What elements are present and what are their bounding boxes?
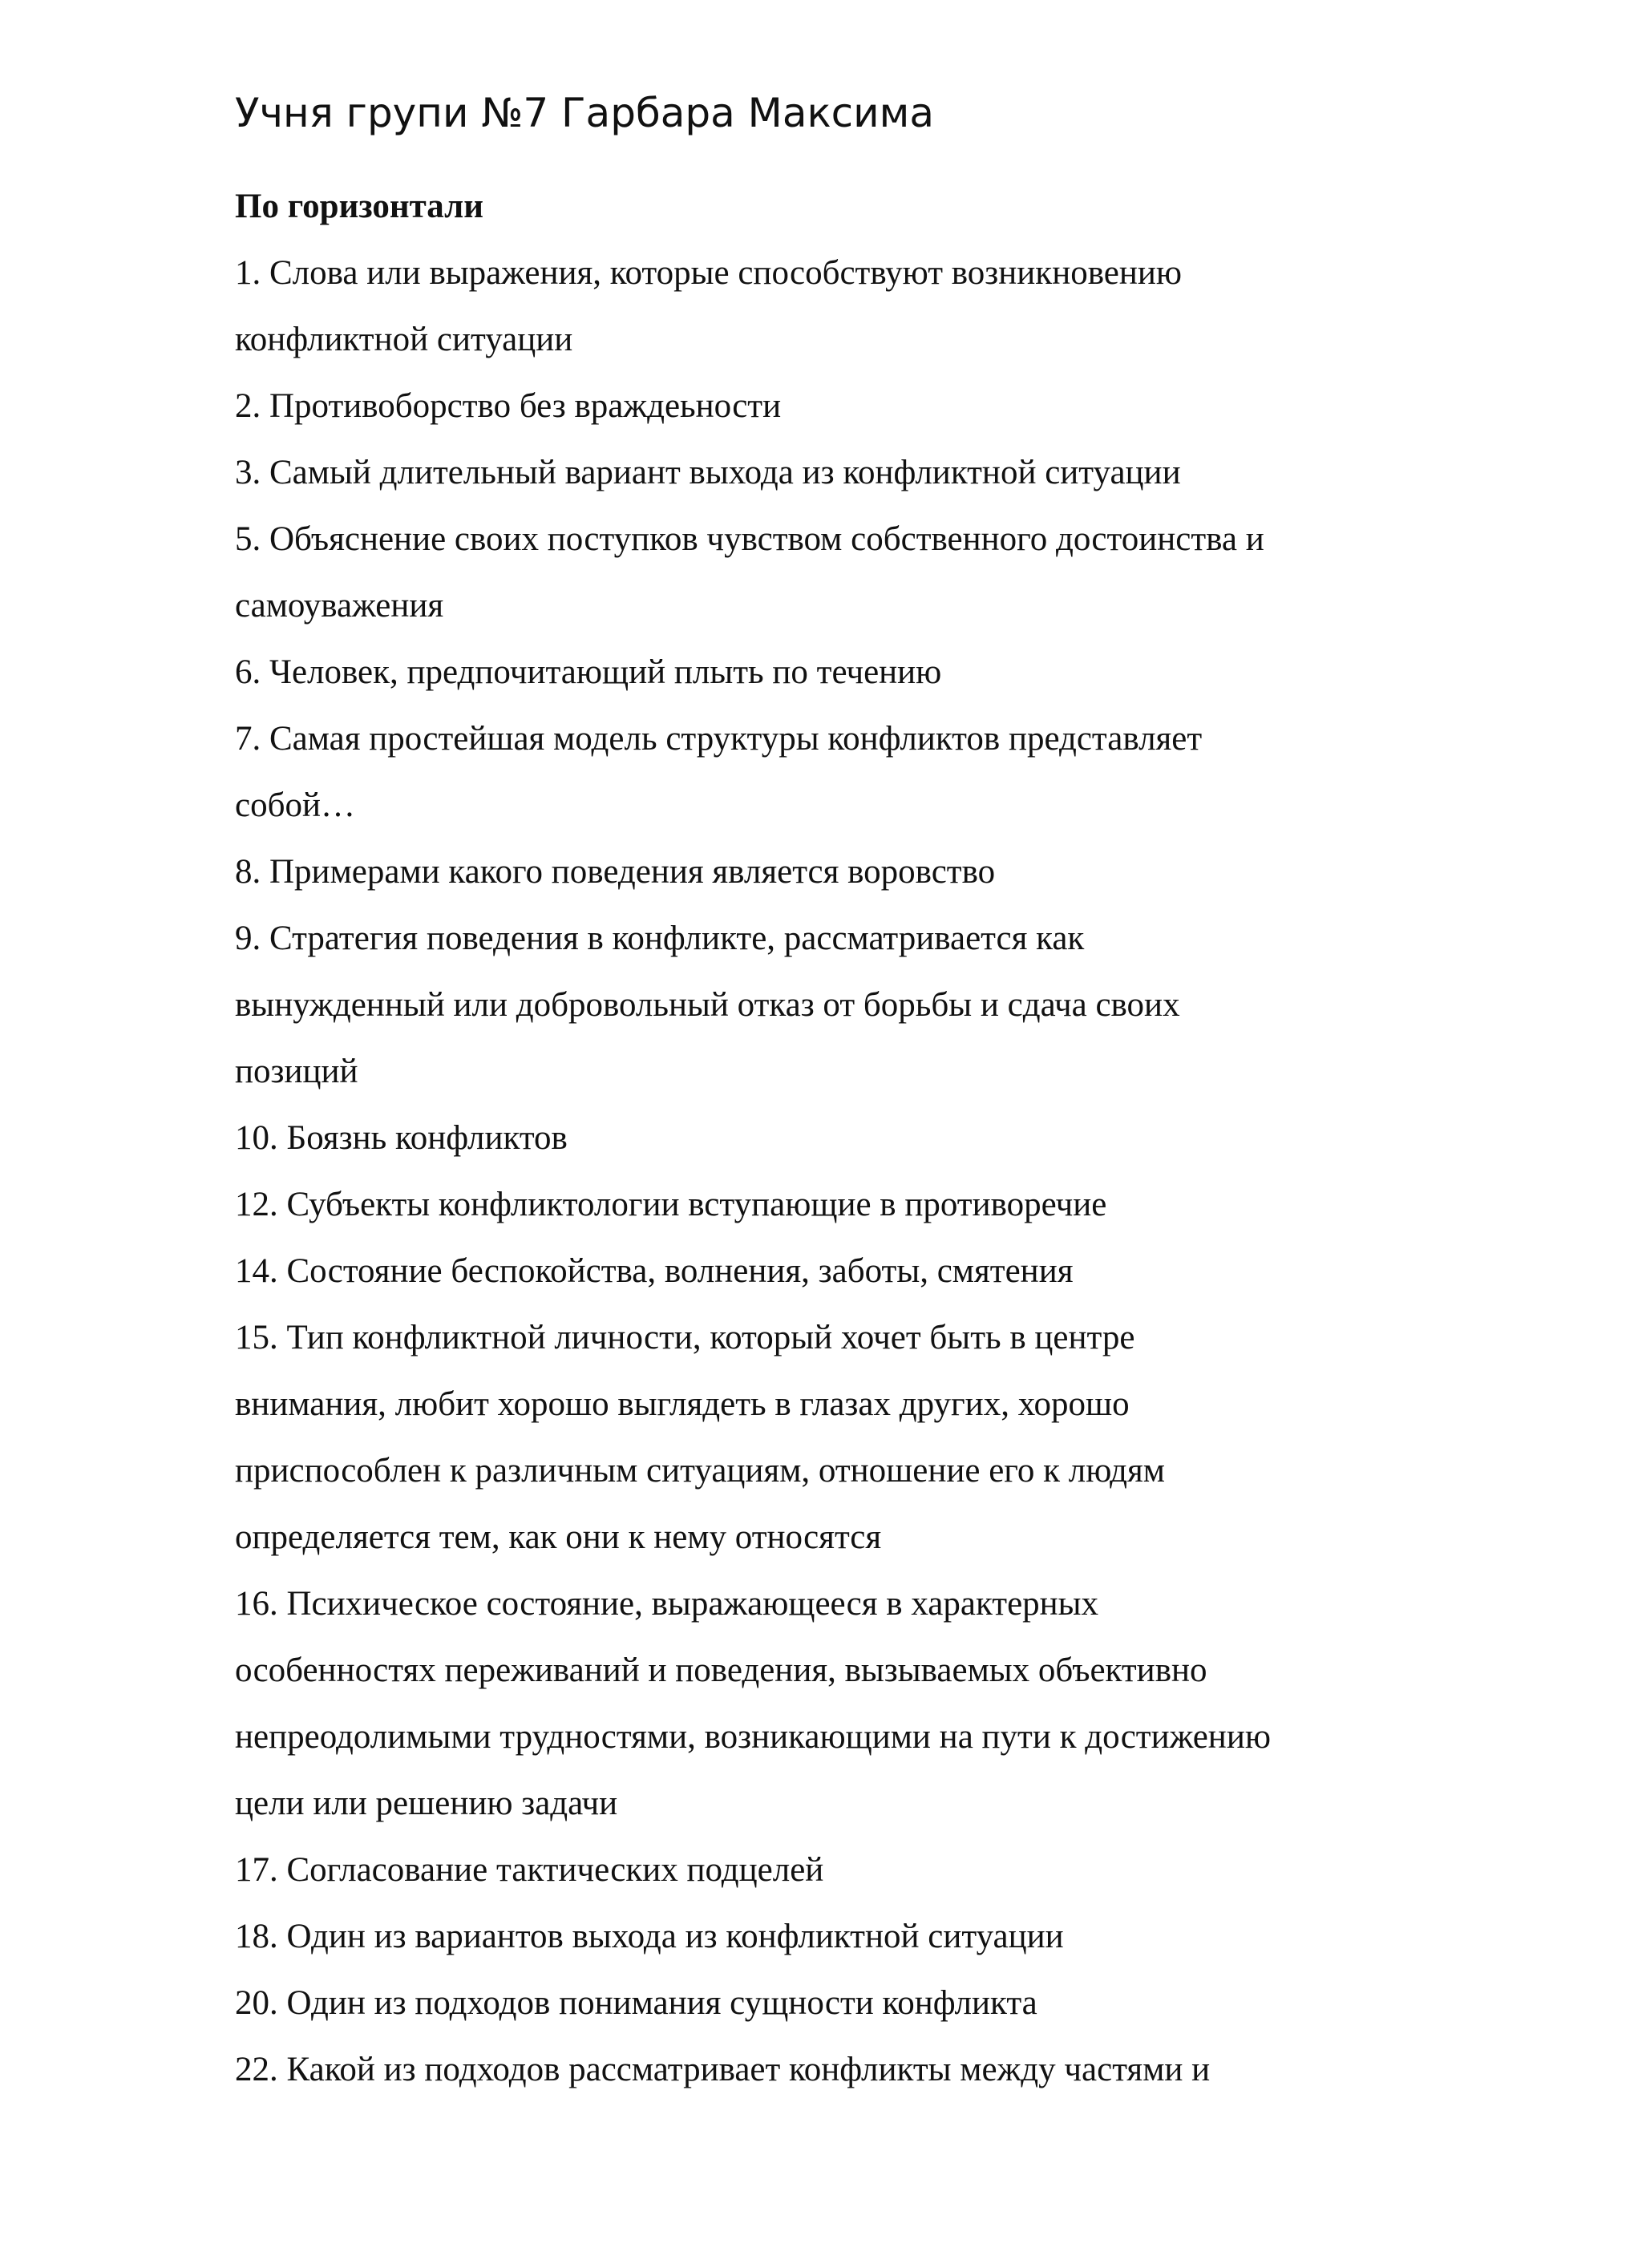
clue-line: 17. Согласование тактических подцелей (235, 1851, 824, 1889)
clue-line: 12. Субъекты конфликтологии вступающие в противоречие (235, 1186, 1107, 1223)
clue-line: 10. Боязнь конфликтов (235, 1119, 568, 1157)
clue-line: 20. Один из подходов понимания сущности конфликта (235, 1984, 1037, 2022)
clue-line: особенностях переживаний и поведения, вызываемых объективно (235, 1651, 1207, 1689)
document-content (235, 77, 1438, 2103)
clue-line: 14. Состояние беспокойства, волнения, заботы, смятения (235, 1252, 1074, 1290)
clue-line: цели или решению задачи (235, 1785, 618, 1822)
clue-line: приспособлен к различным ситуациям, отношение его к людям (235, 1452, 1166, 1490)
clue-line: определяется тем, как они к нему относятся (235, 1518, 882, 1556)
clue-line: внимания, любит хорошо выглядеть в глазах других, хорошо (235, 1385, 1130, 1423)
clue-list (235, 240, 1438, 2103)
clue-line: 8. Примерами какого поведения является воровство (235, 853, 996, 891)
clue-line: 6. Человек, предпочитающий плыть по течению (235, 653, 942, 691)
clue-line: 22. Какой из подходов рассматривает конфликты между частями и (235, 2051, 1211, 2088)
clue-line: 9. Стратегия поведения в конфликте, рассматривается как (235, 920, 1085, 957)
clue-line: 7. Самая простейшая модель структуры конфликтов представляет (235, 720, 1203, 758)
clue-line: 16. Психическое состояние, выражающееся в характерных (235, 1585, 1099, 1623)
document-title: Учня групи №7 Гарбара Максима (235, 90, 934, 136)
clue-line: 2. Противоборство без враждеьности (235, 387, 782, 425)
clue-line: 1. Слова или выражения, которые способствуют возникновению (235, 254, 1182, 292)
clue-line: позиций (235, 1053, 358, 1090)
clue-line: собой… (235, 786, 355, 824)
clue-line: самоуважения (235, 587, 444, 625)
clue-line: 18. Один из вариантов выхода из конфликтной ситуации (235, 1918, 1064, 1955)
clue-line: 15. Тип конфликтной личности, который хочет быть в центре (235, 1319, 1135, 1356)
clue-line: непреодолимыми трудностями, возникающими на пути к достижению (235, 1718, 1271, 1756)
clue-line: 5. Объяснение своих поступков чувством собственного достоинства и (235, 520, 1264, 558)
clue-line: вынужденный или добровольный отказ от борьбы и сдача своих (235, 986, 1180, 1024)
clue-line: 3. Самый длительный вариант выхода из конфликтной ситуации (235, 454, 1181, 491)
clue-line: конфликтной ситуации (235, 321, 573, 358)
section-heading-horizontal: По горизонтали (235, 188, 484, 225)
